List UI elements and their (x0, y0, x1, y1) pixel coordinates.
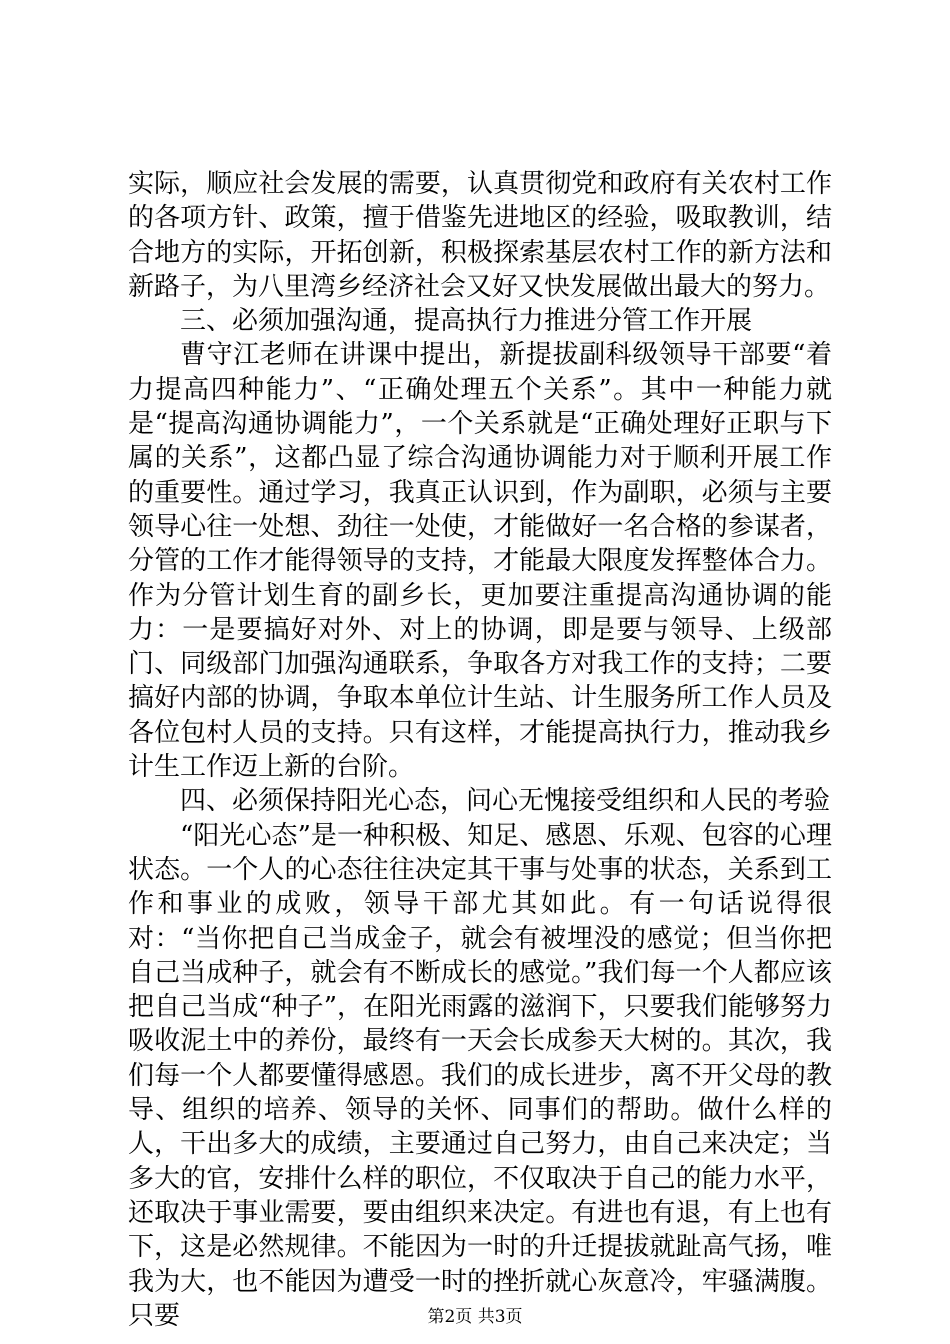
document-body (128, 167, 832, 1333)
paragraph-3: 曹守江老师在讲课中提出，新提拔副科级领导干部要“着力提高四种能力”、“正确处理五个关系”。其中一种能力就是“提高沟通协调能力”，一个关系就是“正确处理好正职与下属的关系”，这都凸显了综合沟通协调能力对于顺利开展工作的重要性。通过学习，我真正认识到，作为副职，必须与主要领导心往一处想、劲往一处使，才能做好一名合格的参谋者，分管的工作才能得领导的支持，才能最大限度发挥整体合力。作为分管计划生育的副乡长，更加要注重提高沟通协调的能力：一是要搞好对外、对上的协调，即是要与领导、上级部门、同级部门加强沟通联系，争取各方对我工作的支持；二要搞好内部的协调，争取本单位计生站、计生服务所工作人员及各位包村人员的支持。只有这样，才能提高执行力，推动我乡计生工作迈上新的台阶。 (128, 340, 832, 783)
section-heading-3: 三、必须加强沟通，提高执行力推进分管工作开展 (180, 306, 753, 337)
paragraph-1: 实际，顺应社会发展的需要，认真贯彻党和政府有关农村工作的各项方针、政策，擅于借鉴先进地区的经验，吸取教训，结合地方的实际，开拓创新，积极探索基层农村工作的新方法和新路子，为八里湾乡经济社会又好又快发展做出最大的努力。 (128, 169, 832, 302)
section-heading-4: 四、必须保持阳光心态，问心无愧接受组织和人民的考验 (180, 786, 831, 817)
page-footer: 第2页 共3页 (427, 1307, 523, 1327)
paragraph-5: “阳光心态”是一种积极、知足、感恩、乐观、包容的心理状态。一个人的心态往往决定其干事与处事的状态，关系到工作和事业的成败，领导干部尤其如此。有一句话说得很对：“当你把自己当成金子，就会有被埋没的感觉；但当你把自己当成种子，就会有不断成长的感觉。”我们每一个人都应该把自己当成“种子”，在阳光雨露的滋润下，只要我们能够努力吸收泥土中的养份，最终有一天会长成参天大树的。其次，我们每一个人都要懂得感恩。我们的成长进步，离不开父母的教导、组织的培养、领导的关怀、同事们的帮助。做什么样的人，干出多大的成绩，主要通过自己努力，由自己来决定；当多大的官，安排什么样的职位，不仅取决于自己的能力水平，还取决于事业需要，要由组织来决定。有进也有退，有上也有下，这是必然规律。不能因为一时的升迁提拔就趾高气扬，唯我为大，也不能因为遭受一时的挫折就心灰意冷，牢骚满腹。只要 (128, 820, 832, 1331)
